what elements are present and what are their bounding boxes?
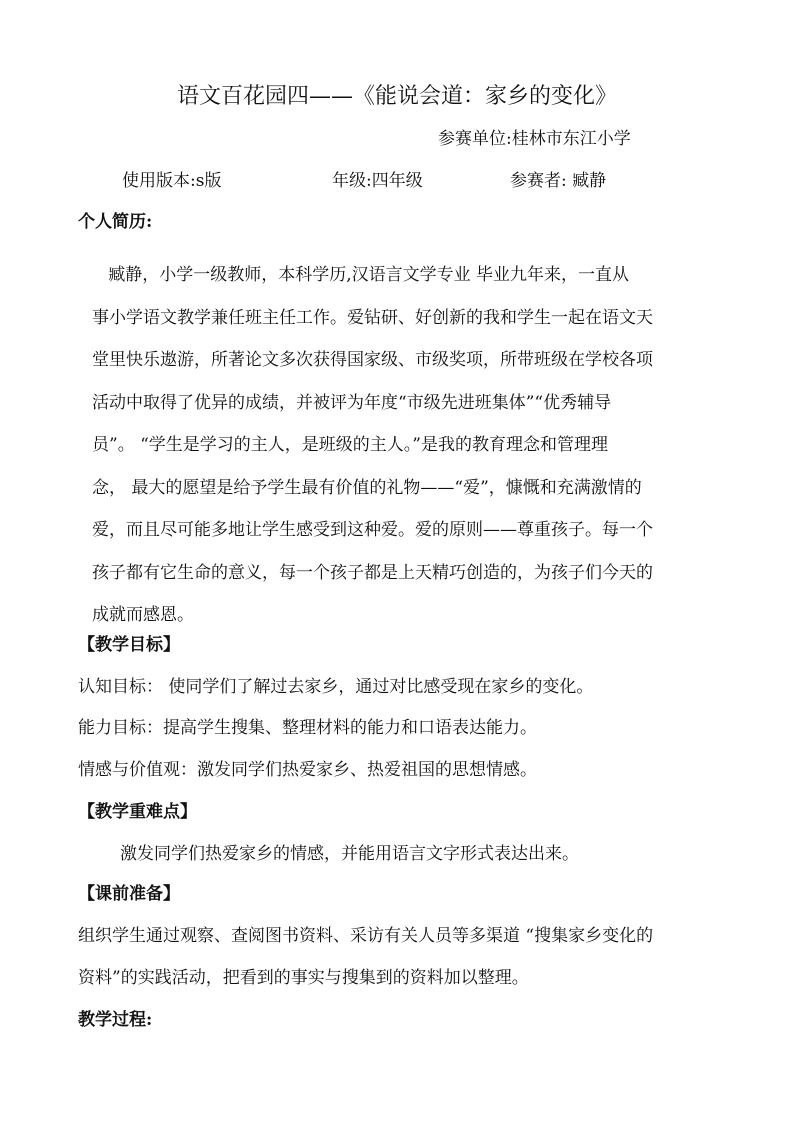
objectives-heading: 【教学目标】: [78, 635, 180, 655]
resume-paragraph: [92, 254, 732, 637]
resume-line: 成就而感恩。: [92, 605, 194, 625]
participating-unit: 参赛单位:桂林市东江小学: [438, 129, 631, 149]
textbook-version: 使用版本:s版: [122, 171, 222, 191]
document-title: 语文百花园四——《能说会道：家乡的变化》: [176, 84, 617, 109]
resume-line: 孩子都有它生命的意义，每一个孩子都是上天精巧创造的，为孩子们今天的: [92, 562, 653, 583]
grade-level: 年级:四年级: [332, 171, 423, 191]
objective-cognitive: 认知目标： 使同学们了解过去家乡，通过对比感受现在家乡的变化。: [78, 677, 594, 697]
process-heading: 教学过程:: [78, 1010, 153, 1030]
resume-heading: 个人简历:: [78, 212, 153, 232]
resume-line: 员”。 “学生是学习的主人，是班级的主人。”是我的教育理念和管理理: [92, 435, 608, 455]
prep-line: 组织学生通过观察、查阅图书资料、采访有关人员等多渠道 “搜集家乡变化的: [78, 926, 654, 946]
resume-line: 活动中取得了优异的成绩，并被评为年度“市级先进班集体”“优秀辅导: [92, 392, 612, 413]
resume-line: 臧静，小学一级教师，本科学历,汉语言文学专业 毕业九年来，一直从: [92, 265, 630, 285]
resume-line: 爱，而且尽可能多地让学生感受到这种爱。爱的原则——尊重孩子。每一个: [92, 520, 653, 540]
resume-line: 念， 最大的愿望是给予学生最有价值的礼物——“爱”，慷慨和充满激情的: [92, 477, 642, 498]
prep-heading: 【课前准备】: [78, 884, 180, 904]
participant-name: 参赛者: 臧静: [510, 171, 607, 191]
prep-line: 资料”的实践活动，把看到的事实与搜集到的资料加以整理。: [78, 968, 529, 988]
keypoints-text: 激发同学们热爱家乡的情感，并能用语言文字形式表达出来。: [120, 844, 579, 864]
resume-line: 堂里快乐遨游，所著论文多次获得国家级、市级奖项，所带班级在学校各项: [92, 350, 653, 370]
keypoints-heading: 【教学重难点】: [78, 802, 197, 822]
resume-line: 事小学语文教学兼任班主任工作。爱钻研、好创新的我和学生一起在语文天: [92, 307, 653, 328]
objective-ability: 能力目标：提高学生搜集、整理材料的能力和口语表达能力。: [78, 718, 537, 738]
objective-emotion: 情感与价值观：激发同学们热爱家乡、热爱祖国的思想情感。: [78, 760, 537, 780]
